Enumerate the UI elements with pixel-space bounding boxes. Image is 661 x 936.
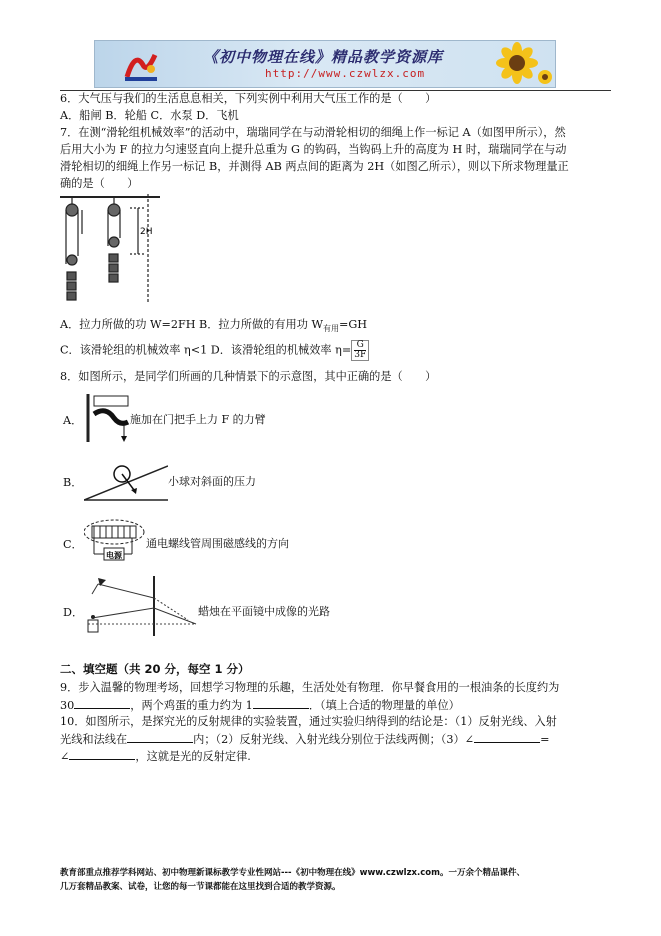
- q8-option-a-label: A．: [63, 414, 83, 427]
- sunflower-icon: [487, 41, 555, 87]
- efficiency-fraction: [351, 340, 369, 361]
- q9-text-a: 30: [60, 699, 75, 712]
- q10-blank-3[interactable]: [69, 749, 135, 760]
- q8-option-b-label: B．: [63, 476, 83, 489]
- mirror-candle-figure: [84, 574, 198, 638]
- q7-option-ab-text: A．拉力所做的功 W=2FH B．拉力所做的有用功 W: [60, 318, 323, 331]
- solenoid-figure: [84, 508, 148, 572]
- battery-label: 电源: [106, 551, 122, 560]
- q10-blank-2[interactable]: [474, 732, 540, 743]
- header-rule: [60, 90, 611, 91]
- q7-option-ab-subscript: 有用: [322, 324, 339, 334]
- q8-option-c-label: C．: [63, 538, 83, 551]
- q10-line1: 10．如图所示，是探究光的反射规律的实验装置，通过实验归纳得到的结论是：（1）反射光线、入射: [60, 715, 557, 728]
- q8-option-d-label: D．: [63, 606, 84, 619]
- q10-blank-1[interactable]: [127, 732, 193, 743]
- q6-options: A．船闸 B．轮船 C．水泵 D．飞机: [60, 109, 239, 122]
- q10-text-e: ，这就是光的反射定律.: [135, 750, 251, 763]
- site-title: 《初中物理在线》精品教学资源库: [203, 48, 444, 66]
- q9-line2: [60, 698, 460, 713]
- q7-option-ab-end: =GH: [338, 318, 368, 331]
- site-logo-icon: [121, 47, 161, 83]
- q7-line1: 7．在测“滑轮组机械效率”的活动中，瑞瑞同学在与动滑轮相切的细绳上作一标记 A（如图甲所示），然: [60, 126, 566, 139]
- q10-text-d: ∠: [60, 750, 70, 763]
- q10-text-c: =: [540, 733, 550, 746]
- door-handle-figure: [84, 392, 132, 444]
- q8-option-b-caption: 小球对斜面的压力: [168, 475, 256, 488]
- fraction-numerator: G: [354, 341, 366, 351]
- q10-line3: [60, 749, 251, 764]
- header-banner: [94, 40, 556, 88]
- q7-line3: 滑轮相切的细绳上作另一标记 B，并测得 AB 两点间的距离为 2H（如图乙所示），则以下所求物理量正: [60, 160, 569, 173]
- fraction-denominator: 3F: [354, 350, 367, 360]
- q7-option-cd: [60, 340, 369, 361]
- q6-stem: 6．大气压与我们的生活息息相关，下列实例中利用大气压工作的是（ ）: [60, 92, 437, 105]
- q10-text-b: 内；（2）反射光线、入射光线分别位于法线两侧；（3）∠: [193, 733, 475, 746]
- pulley-figure: [60, 194, 160, 312]
- q7-line4: 确的是（ ）: [60, 177, 139, 190]
- site-url: http://www.czwlzx.com: [265, 67, 426, 80]
- q8-option-d-caption: 蜡烛在平面镜中成像的光路: [198, 605, 330, 618]
- incline-ball-figure: [84, 456, 168, 502]
- q9-blank-1[interactable]: [74, 698, 130, 709]
- footer-line2: 几万套精品教案、试卷，让您的每一节课都能在这里找到合适的教学资源。: [60, 882, 341, 892]
- q8-option-a-caption: 施加在门把手上力 F 的力臂: [130, 413, 266, 426]
- q9-line1: 9．步入温馨的物理考场，回想学习物理的乐趣，生活处处有物理．你早餐食用的一根油条的长度约为: [60, 681, 560, 694]
- q8-option-c-caption: 通电螺线管周围磁感线的方向: [146, 537, 289, 550]
- q9-text-c: ．（填上合适的物理量的单位）: [308, 699, 460, 712]
- q9-blank-2[interactable]: [253, 698, 309, 709]
- q8-stem: 8．如图所示，是同学们所画的几种情景下的示意图，其中正确的是（ ）: [60, 370, 437, 383]
- q7-option-cd-text: C．该滑轮组的机械效率 η<1 D．该滑轮组的机械效率 η=: [60, 343, 352, 357]
- footer-line1: 教育部重点推荐学科网站、初中物理新课标教学专业性网站---《初中物理在线》www.czwlzx.com。一万余个精品课件、: [60, 868, 525, 878]
- q7-line2: 后用大小为 F 的拉力匀速竖直向上提升总重为 G 的钩码，当钩码上升的高度为 H 时，瑞瑞同学在与动: [60, 143, 567, 156]
- q7-option-ab: [60, 318, 367, 336]
- q10-text-a: 光线和法线在: [60, 733, 128, 746]
- figure-2h-label: 2H: [140, 227, 153, 237]
- q10-line2: [60, 732, 549, 747]
- section2-title: 二、填空题（共 20 分，每空 1 分）: [60, 662, 250, 676]
- q9-text-b: ，两个鸡蛋的重力约为 1: [130, 699, 253, 712]
